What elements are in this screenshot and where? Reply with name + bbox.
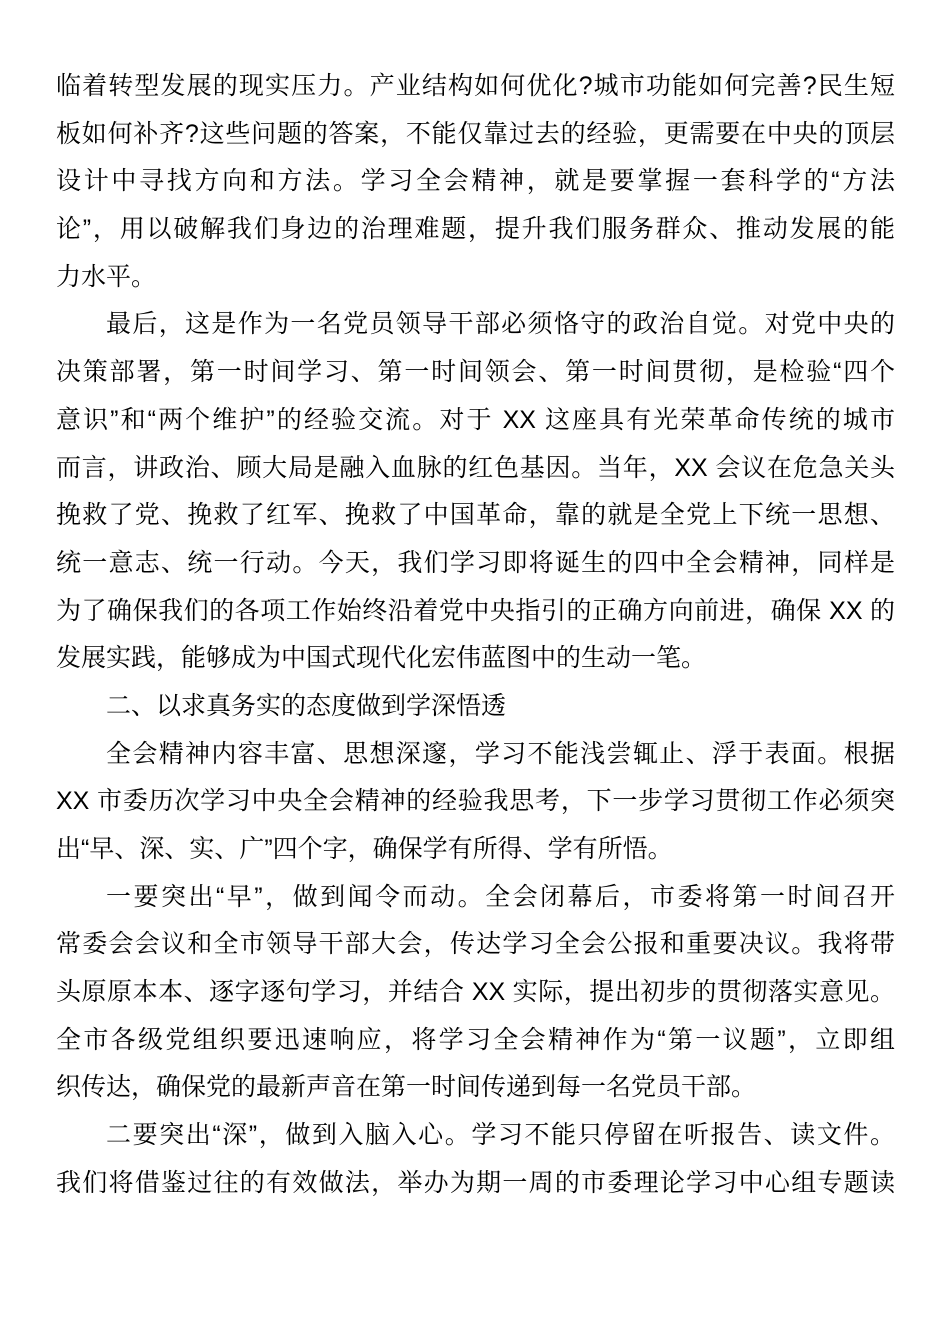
text-line: XX 市委历次学习中央全会精神的经验我思考，下一步学习贯彻工作必须突 (56, 787, 895, 816)
text-line: 头原原本本、逐字逐句学习，并结合 XX 实际，提出初步的贯彻落实意见。 (56, 978, 895, 1007)
text-line: 决策部署，第一时间学习、第一时间领会、第一时间贯彻，是检验“四个 (56, 358, 895, 387)
text-line: 临着转型发展的现实压力。产业结构如何优化?城市功能如何完善?民生短 (56, 72, 895, 100)
paragraph (56, 731, 895, 874)
text-line: 发展实践，能够成为中国式现代化宏伟蓝图中的生动一笔。 (56, 644, 707, 673)
text-line: 而言，讲政治、顾大局是融入血脉的红色基因。当年，XX 会议在危急关头 (56, 453, 895, 482)
text-line: 为了确保我们的各项工作始终沿着党中央指引的正确方向前进，确保 XX 的 (56, 596, 895, 625)
paragraph (56, 301, 895, 683)
text-line: 常委会会议和全市领导干部大会，传达学习全会公报和重要决议。我将带 (56, 930, 895, 959)
section-heading (56, 683, 895, 731)
text-line: 意识”和“两个维护”的经验交流。对于 XX 这座具有光荣革命传统的城市 (56, 405, 895, 434)
text-line: 出“早、深、实、广”四个字，确保学有所得、学有所悟。 (56, 835, 673, 863)
text-line: 统一意志、统一行动。今天，我们学习即将诞生的四中全会精神，同样是 (56, 548, 895, 577)
paragraph (56, 63, 895, 301)
text-line: 我们将借鉴过往的有效做法，举办为期一周的市委理论学习中心组专题读 (56, 1168, 895, 1197)
text-line: 力水平。 (56, 262, 157, 291)
text-line: 织传达，确保党的最新声音在第一时间传递到每一名党员干部。 (56, 1073, 757, 1102)
paragraph (56, 1112, 895, 1207)
document-body (56, 63, 895, 1208)
text-line: 全会精神内容丰富、思想深邃，学习不能浅尝辄止、浮于表面。根据 (106, 739, 895, 768)
text-line: 一要突出“早”，做到闻令而动。全会闭幕后，市委将第一时间召开 (106, 882, 895, 911)
text-line: 最后，这是作为一名党员领导干部必须恪守的政治自觉。对党中央的 (106, 310, 895, 339)
text-line: 设计中寻找方向和方法。学习全会精神，就是要掌握一套科学的“方法 (56, 167, 895, 196)
text-line: 全市各级党组织要迅速响应，将学习全会精神作为“第一议题”，立即组 (56, 1025, 895, 1054)
text-line: 论”，用以破解我们身边的治理难题，提升我们服务群众、推动发展的能 (56, 215, 895, 244)
text-line: 板如何补齐?这些问题的答案，不能仅靠过去的经验，更需要在中央的顶层 (56, 119, 895, 148)
heading-line: 二、以求真务实的态度做到学深悟透 (106, 691, 507, 720)
text-line: 二要突出“深”，做到入脑入心。学习不能只停留在听报告、读文件。 (106, 1121, 895, 1150)
text-line: 挽救了党、挽救了红军、挽救了中国革命，靠的就是全党上下统一思想、 (56, 501, 895, 530)
paragraph (56, 874, 895, 1112)
